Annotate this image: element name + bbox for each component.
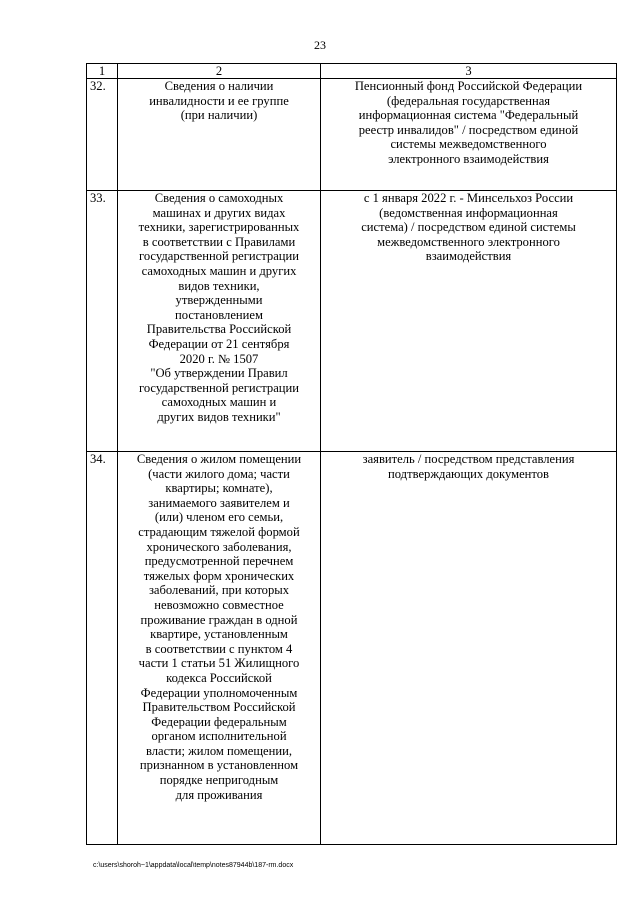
info-type-cell <box>118 191 321 452</box>
table-row <box>87 191 617 452</box>
info-type-cell <box>118 452 321 845</box>
text-line: проживание граждан в одной <box>140 612 298 627</box>
text-line: Сведения о наличии <box>164 79 274 93</box>
text-line: Федерации уполномоченным <box>140 685 298 700</box>
text-line: электронного взаимодействия <box>388 151 549 166</box>
text-line: части 1 статьи 51 Жилищного <box>138 656 300 671</box>
text-line: органом исполнительной <box>151 729 287 744</box>
text-line: квартире, установленным <box>150 627 288 642</box>
table-row <box>87 79 617 191</box>
text-line: системы межведомственного <box>390 137 547 152</box>
text-line: власти; жилом помещении, <box>145 743 293 758</box>
text-line: постановлением <box>175 307 263 322</box>
text-line: в соответствии с пунктом 4 <box>145 641 293 656</box>
row-number: 34. <box>87 452 118 845</box>
row-number: 32. <box>87 79 118 191</box>
text-line: реестр инвалидов" / посредством единой <box>358 122 579 137</box>
text-line: техники, зарегистрированных <box>138 220 300 235</box>
text-line: (федеральная государственная <box>386 93 551 108</box>
text-line: с 1 января 2022 г. - Минсельхоз России <box>363 191 574 205</box>
text-line: самоходных машин и <box>161 395 277 410</box>
page-number: 23 <box>314 38 326 52</box>
text-line: занимаемого заявителем и <box>148 495 290 510</box>
table-row <box>87 452 617 845</box>
text-line: (части жилого дома; части <box>148 466 290 481</box>
text-line: Сведения о жилом помещении <box>136 452 302 466</box>
data-table <box>86 63 617 845</box>
text-line: в соответствии с Правилами <box>142 234 296 249</box>
text-line: страдающим тяжелой формой <box>138 524 300 539</box>
text-line: Правительством Российской <box>142 700 296 715</box>
text-line: хронического заболевания, <box>146 539 292 554</box>
text-line: квартиры; комнате), <box>165 481 273 496</box>
text-line: "Об утверждении Правил <box>150 366 288 381</box>
header-cell-2: 2 <box>118 64 321 79</box>
text-line: (ведомственная информационная <box>379 205 558 220</box>
text-line: предусмотренной перечнем <box>144 554 294 569</box>
text-line: невозможно совместное <box>154 597 284 612</box>
text-line: (при наличии) <box>180 108 258 123</box>
info-type-cell <box>118 79 321 191</box>
text-line: система) / посредством единой системы <box>361 220 576 235</box>
text-line: межведомственного электронного <box>377 234 560 249</box>
text-line: утвержденными <box>175 293 263 308</box>
source-cell <box>321 452 617 845</box>
text-line: самоходных машин и других <box>141 263 297 278</box>
text-line: порядке непригодным <box>159 773 279 788</box>
text-line: видов техники, <box>178 278 260 293</box>
text-line: заболеваний, при которых <box>148 583 290 598</box>
text-line: машинах и других видах <box>152 205 286 220</box>
text-line: Федерации от 21 сентября <box>148 336 290 351</box>
text-line: государственной регистрации <box>138 380 300 395</box>
text-line: для проживания <box>175 787 263 802</box>
text-line: тяжелых форм хронических <box>143 568 295 583</box>
source-cell <box>321 191 617 452</box>
text-line: 2020 г. № 1507 <box>179 351 259 366</box>
text-line: информационная система "Федеральный <box>358 108 579 123</box>
table-header-row <box>87 64 617 79</box>
row-number: 33. <box>87 191 118 452</box>
file-path-footer: c:\users\shoroh~1\appdata\local\temp\notes87944b\187-rm.docx <box>93 862 294 869</box>
source-cell <box>321 79 617 191</box>
text-line: Правительства Российской <box>146 322 292 337</box>
text-line: Сведения о самоходных <box>154 191 284 205</box>
text-line: инвалидности и ее группе <box>149 93 289 108</box>
text-line: взаимодействия <box>425 249 512 264</box>
text-line: государственной регистрации <box>138 249 300 264</box>
header-cell-1: 1 <box>87 64 118 79</box>
header-cell-3: 3 <box>321 64 617 79</box>
text-line: кодекса Российской <box>166 670 272 685</box>
text-line: заявитель / посредством представления <box>362 452 575 466</box>
text-line: Пенсионный фонд Российской Федерации <box>354 79 583 93</box>
text-line: подтверждающих документов <box>388 466 549 481</box>
text-line: (или) членом его семьи, <box>154 510 284 525</box>
text-line: других видов техники" <box>157 409 281 424</box>
text-line: Федерации федеральным <box>151 714 287 729</box>
text-line: признанном в установленном <box>139 758 299 773</box>
